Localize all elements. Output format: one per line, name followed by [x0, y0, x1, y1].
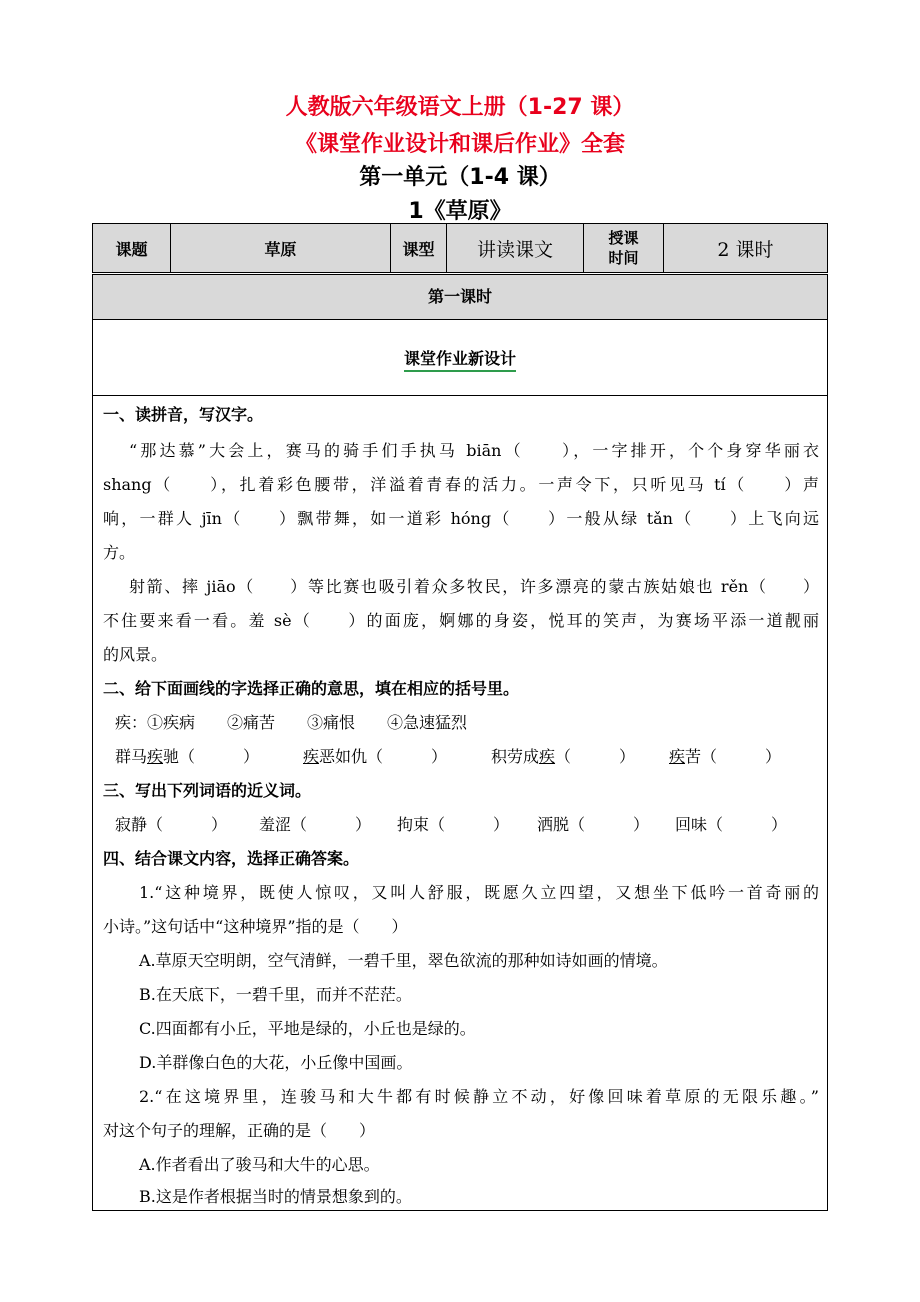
lesson-info-table	[92, 223, 828, 273]
q3-word: 寂静（ ）	[115, 815, 228, 834]
q1-line: 的风景。	[103, 645, 168, 664]
q4-line: 小诗。”这句话中“这种境界”指的是（ ）	[103, 917, 408, 936]
q2-item: 群马疾驰（ ）	[115, 747, 260, 766]
q2-item: 疾苦（ ）	[669, 747, 782, 766]
q1-line: shang（ ），扎着彩色腰带，洋溢着青春的活力。一声令下，只听见马 tí（ ）声	[103, 475, 819, 494]
q1-line: 不住要来看一看。羞 sè（ ）的面庞，婀娜的身姿，悦耳的笑声，为赛场平添一道靓丽	[103, 611, 819, 630]
document-title: 人教版六年级语文上册（1-27 课）	[285, 95, 635, 120]
q2-item: 疾恶如仇（ ）	[303, 747, 448, 766]
q3-word: 洒脱（ ）	[537, 815, 650, 834]
q4-line: 2.“在这境界里，连骏马和大牛都有时候静立不动，好像回味着草原的无限乐趣。”	[139, 1087, 819, 1106]
time-label-line1: 授课	[608, 229, 639, 247]
period-row: 第一课时	[92, 274, 828, 320]
q4-line: 对这个句子的理解，正确的是（ ）	[103, 1121, 376, 1140]
q4-option: C.四面都有小丘，平地是绿的，小丘也是绿的。	[139, 1019, 476, 1038]
q1-line: 射箭、摔 jiāo（ ）等比赛也吸引着众多牧民，许多漂亮的蒙古族姑娘也 rěn（ ）	[129, 577, 819, 596]
type-label: 课型	[391, 224, 447, 273]
q2-item: 积劳成疾（ ）	[491, 747, 636, 766]
q2-title: 二、给下面画线的字选择正确的意思，填在相应的括号里。	[103, 679, 520, 698]
q3-title: 三、写出下列词语的近义词。	[103, 781, 312, 800]
unit-heading: 第一单元（1-4 课）	[359, 165, 561, 190]
document-subtitle: 《课堂作业设计和课后作业》全套	[294, 132, 625, 157]
time-value: 2 课时	[664, 224, 828, 273]
q1-line: 方。	[103, 543, 136, 562]
q1-title: 一、读拼音，写汉字。	[103, 405, 264, 424]
q3-word: 回味（ ）	[675, 815, 788, 834]
topic-label: 课题	[93, 224, 171, 273]
section-row	[92, 320, 828, 396]
q3-word: 拘束（ ）	[397, 815, 510, 834]
topic-value: 草原	[171, 224, 391, 273]
q4-line: 1.“这种境界，既使人惊叹，又叫人舒服，既愿久立四望，又想坐下低吟一首奇丽的	[139, 883, 819, 902]
time-label	[584, 224, 664, 273]
q2-meanings: 疾：①疾病 ②痛苦 ③痛恨 ④急速猛烈	[115, 713, 468, 732]
q4-title: 四、结合课文内容，选择正确答案。	[103, 849, 360, 868]
q4-option: D.羊群像白色的大花，小丘像中国画。	[139, 1053, 413, 1072]
q3-word: 羞涩（ ）	[259, 815, 372, 834]
q4-option: A.草原天空明朗，空气清鲜，一碧千里，翠色欲流的那种如诗如画的情境。	[139, 951, 668, 970]
q4-option: B.这是作者根据当时的情景想象到的。	[139, 1187, 412, 1206]
lesson-heading: 1《草原》	[408, 199, 512, 224]
time-label-line2: 时间	[608, 249, 639, 267]
q4-option: A.作者看出了骏马和大牛的心思。	[139, 1155, 380, 1174]
q1-line: “那达慕”大会上，赛马的骑手们手执马 biān（ ），一字排开，个个身穿华丽衣	[129, 441, 819, 460]
q4-option: B.在天底下，一碧千里，而并不茫茫。	[139, 985, 412, 1004]
type-value: 讲读课文	[447, 224, 584, 273]
q1-line: 响，一群人 jīn（ ）飘带舞，如一道彩 hóng（ ）一般从绿 tǎn（ ）上飞向远	[103, 509, 819, 528]
section-title: 课堂作业新设计	[404, 346, 516, 372]
exercise-body	[92, 396, 828, 1211]
